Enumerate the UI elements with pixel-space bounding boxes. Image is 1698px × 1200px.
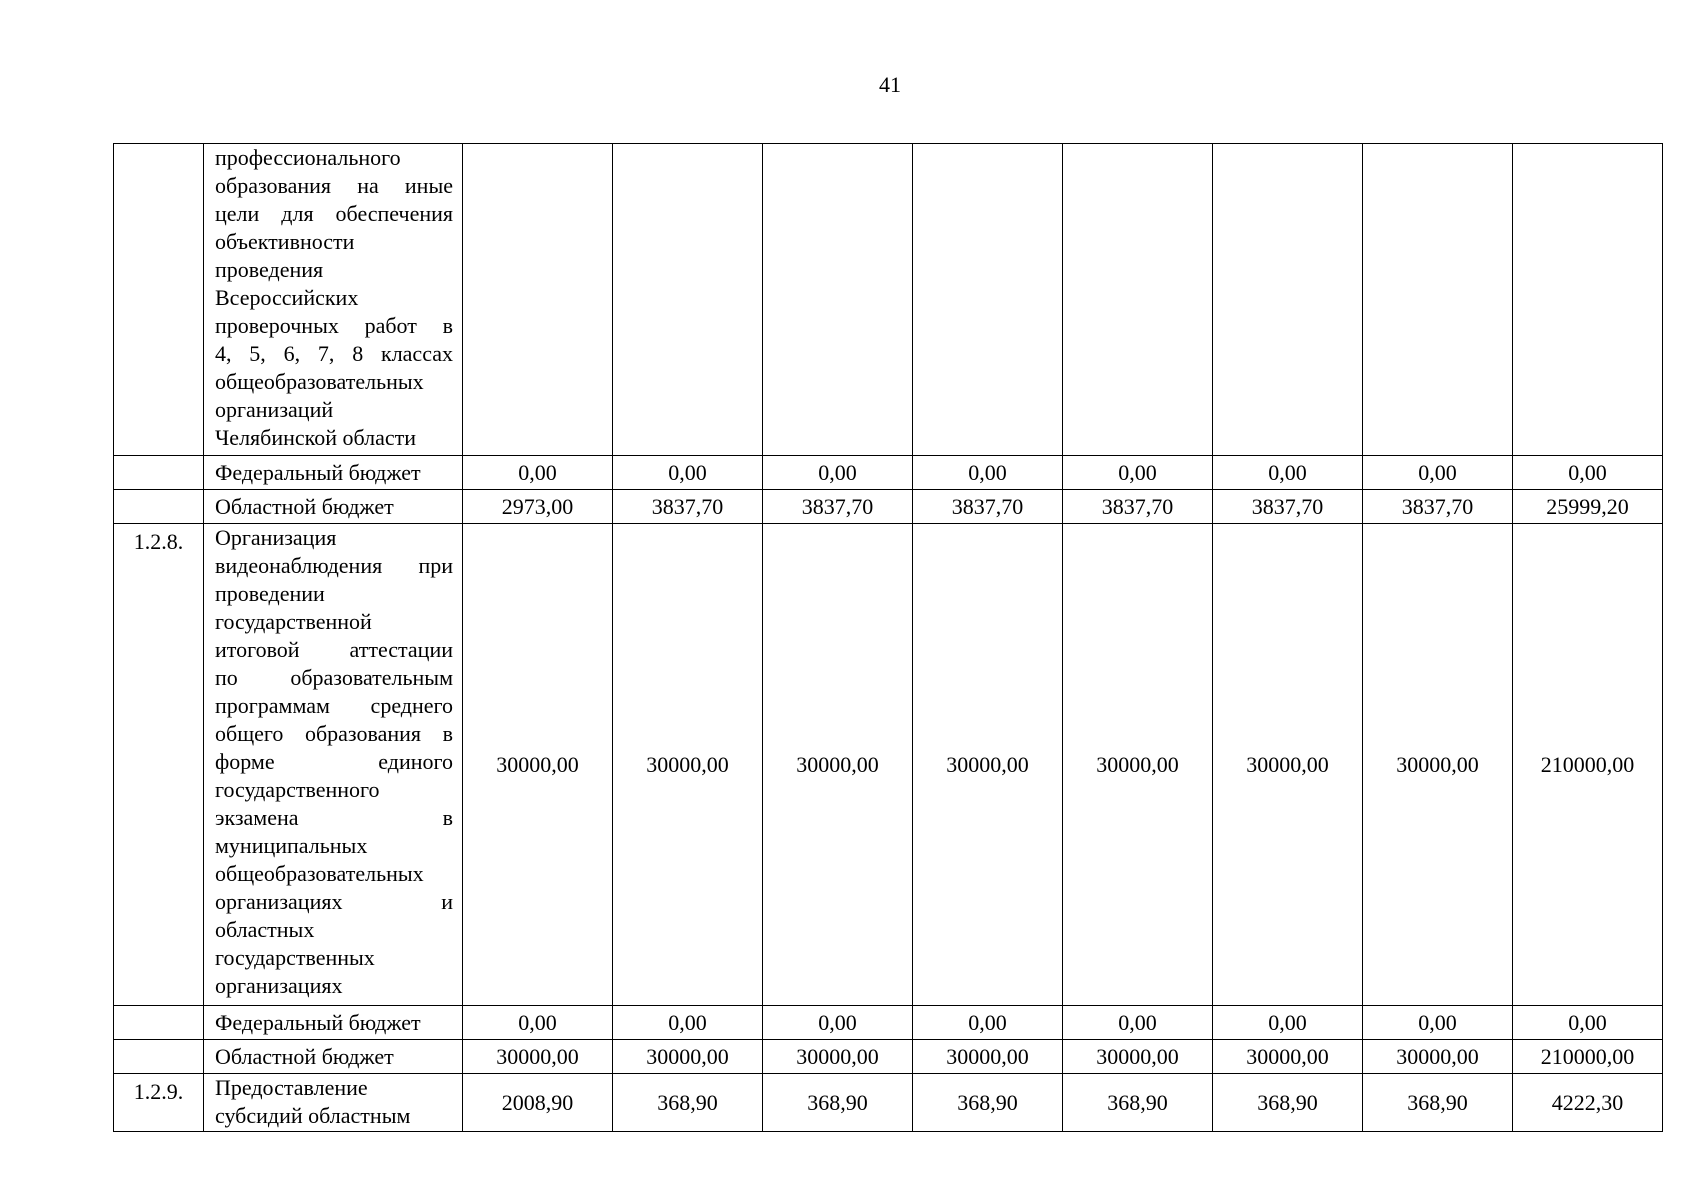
amount-cell xyxy=(1513,144,1663,456)
item-description-cell xyxy=(204,1074,463,1132)
amount-cell: 30000,00 xyxy=(763,1040,913,1074)
budget-table-body xyxy=(114,144,1663,1132)
amount-cell: 30000,00 xyxy=(913,524,1063,1006)
amount-cell: 0,00 xyxy=(613,1006,763,1040)
table-row xyxy=(114,490,1663,524)
description-line: экзамена в xyxy=(215,805,453,830)
amount-cell: 30000,00 xyxy=(1063,524,1213,1006)
funding-source-label: Федеральный бюджет xyxy=(204,456,463,490)
amount-cell: 2008,90 xyxy=(463,1074,613,1132)
description-line: проведения xyxy=(215,257,324,282)
amount-cell: 0,00 xyxy=(1513,456,1663,490)
amount-cell: 2973,00 xyxy=(463,490,613,524)
description-line: видеонаблюдения при xyxy=(215,553,453,578)
item-description-cell xyxy=(204,524,463,1006)
description-line: профессионального xyxy=(215,145,401,170)
table-row xyxy=(114,1040,1663,1074)
item-code-cell xyxy=(114,456,204,490)
amount-cell: 30000,00 xyxy=(613,1040,763,1074)
amount-cell: 30000,00 xyxy=(463,524,613,1006)
amount-cell: 0,00 xyxy=(1063,456,1213,490)
amount-cell: 0,00 xyxy=(1213,1006,1363,1040)
item-description-cell xyxy=(204,144,463,456)
description-line: Челябинской области xyxy=(215,425,417,450)
amount-cell xyxy=(1363,144,1513,456)
description-line: форме единого xyxy=(215,749,453,774)
amount-cell xyxy=(463,144,613,456)
amount-cell: 0,00 xyxy=(1213,456,1363,490)
amount-cell xyxy=(613,144,763,456)
amount-cell: 30000,00 xyxy=(1063,1040,1213,1074)
description-line: 4, 5, 6, 7, 8 классах xyxy=(215,341,453,366)
item-code-cell: 1.2.9. xyxy=(114,1074,204,1132)
description-line: объективности xyxy=(215,229,355,254)
item-code-cell xyxy=(114,1040,204,1074)
table-row xyxy=(114,524,1663,1006)
description-line: Предоставление xyxy=(215,1075,368,1100)
description-line: государственных xyxy=(215,945,375,970)
amount-cell: 0,00 xyxy=(763,1006,913,1040)
funding-source-label: Федеральный бюджет xyxy=(204,1006,463,1040)
description-line: образования на иные xyxy=(215,173,453,198)
amount-cell: 0,00 xyxy=(913,1006,1063,1040)
description-line: организаций xyxy=(215,397,334,422)
amount-cell: 30000,00 xyxy=(613,524,763,1006)
amount-cell: 368,90 xyxy=(1363,1074,1513,1132)
description-line: проверочных работ в xyxy=(215,313,453,338)
amount-cell: 3837,70 xyxy=(763,490,913,524)
funding-source-label: Областной бюджет xyxy=(204,490,463,524)
item-code-cell xyxy=(114,490,204,524)
item-code-cell xyxy=(114,144,204,456)
amount-cell: 3837,70 xyxy=(1363,490,1513,524)
description-line: итоговой аттестации xyxy=(215,637,453,662)
amount-cell xyxy=(913,144,1063,456)
amount-cell: 210000,00 xyxy=(1513,1040,1663,1074)
amount-cell: 0,00 xyxy=(1363,1006,1513,1040)
amount-cell: 25999,20 xyxy=(1513,490,1663,524)
description-line: программам среднего xyxy=(215,693,453,718)
budget-table xyxy=(113,143,1663,1132)
amount-cell: 30000,00 xyxy=(1363,1040,1513,1074)
description-line: Всероссийских xyxy=(215,285,359,310)
amount-cell: 30000,00 xyxy=(1213,1040,1363,1074)
amount-cell: 0,00 xyxy=(763,456,913,490)
amount-cell: 30000,00 xyxy=(463,1040,613,1074)
amount-cell: 4222,30 xyxy=(1513,1074,1663,1132)
amount-cell: 0,00 xyxy=(913,456,1063,490)
amount-cell: 0,00 xyxy=(613,456,763,490)
amount-cell: 0,00 xyxy=(1513,1006,1663,1040)
table-row xyxy=(114,1006,1663,1040)
table-row xyxy=(114,144,1663,456)
amount-cell: 30000,00 xyxy=(1213,524,1363,1006)
description-line: государственного xyxy=(215,777,380,802)
amount-cell: 3837,70 xyxy=(613,490,763,524)
amount-cell: 30000,00 xyxy=(913,1040,1063,1074)
amount-cell: 368,90 xyxy=(1063,1074,1213,1132)
description-line: областных xyxy=(215,917,315,942)
amount-cell: 0,00 xyxy=(1363,456,1513,490)
amount-cell: 0,00 xyxy=(1063,1006,1213,1040)
amount-cell: 368,90 xyxy=(613,1074,763,1132)
description-line: проведении xyxy=(215,581,325,606)
description-line: Организация xyxy=(215,525,337,550)
amount-cell: 210000,00 xyxy=(1513,524,1663,1006)
amount-cell: 30000,00 xyxy=(1363,524,1513,1006)
amount-cell: 368,90 xyxy=(1213,1074,1363,1132)
amount-cell xyxy=(1213,144,1363,456)
description-line: организациях и xyxy=(215,889,453,914)
description-line: государственной xyxy=(215,609,372,634)
description-line: по образовательным xyxy=(215,665,453,690)
item-code-cell: 1.2.8. xyxy=(114,524,204,1006)
description-line: общего образования в xyxy=(215,721,453,746)
table-row xyxy=(114,1074,1663,1132)
amount-cell: 3837,70 xyxy=(1063,490,1213,524)
description-line: организациях xyxy=(215,973,343,998)
description-line: муниципальных xyxy=(215,833,368,858)
item-code-cell xyxy=(114,1006,204,1040)
amount-cell: 3837,70 xyxy=(1213,490,1363,524)
description-line: общеобразовательных xyxy=(215,861,424,886)
amount-cell: 368,90 xyxy=(763,1074,913,1132)
amount-cell xyxy=(763,144,913,456)
table-row xyxy=(114,456,1663,490)
amount-cell xyxy=(1063,144,1213,456)
funding-source-label: Областной бюджет xyxy=(204,1040,463,1074)
description-line: цели для обеспечения xyxy=(215,201,453,226)
amount-cell: 368,90 xyxy=(913,1074,1063,1132)
amount-cell: 3837,70 xyxy=(913,490,1063,524)
amount-cell: 0,00 xyxy=(463,1006,613,1040)
amount-cell: 30000,00 xyxy=(763,524,913,1006)
page-number: 41 xyxy=(879,72,901,97)
description-line: общеобразовательных xyxy=(215,369,424,394)
amount-cell: 0,00 xyxy=(463,456,613,490)
description-line: субсидий областным xyxy=(215,1103,411,1128)
